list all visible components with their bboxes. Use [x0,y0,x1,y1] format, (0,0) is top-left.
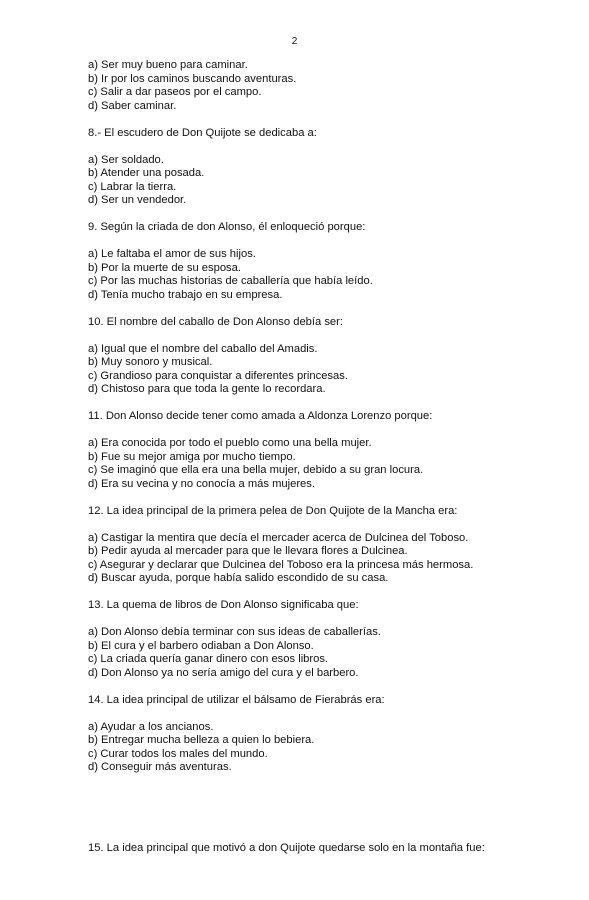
option-line: c) La criada quería ganar dinero con esos libros. [88,653,329,665]
option-line: c) Asegurar y declarar que Dulcinea del Toboso era la princesa más hermosa. [88,558,474,571]
question-10-options [88,343,558,397]
question-10-prompt: 10. El nombre del caballo de Don Alonso debía ser: [88,315,343,328]
option-line: a) Era conocida por todo el pueblo como una bella mujer. [88,437,372,449]
option-line: b) Fue su mejor amiga por mucho tiempo. [88,450,296,463]
option-line: b) Atender una posada. [88,167,205,179]
option-line: d) Ser un vendedor. [88,194,187,206]
option-line: d) Don Alonso ya no sería amigo del cura y el barbero. [88,666,359,679]
option-line: c) Se imaginó que ella era una bella mujer, debido a su gran locura. [88,464,424,476]
option-line: a) Ayudar a los ancianos. [88,720,214,733]
option-line: c) Por las muchas historias de caballería que había leído. [88,275,373,287]
question-11-options [88,437,558,491]
option-line: d) Era su vecina y no conocía a más mujeres. [88,477,315,490]
page-number: 2 [291,36,298,47]
option-line: d) Buscar ayuda, porque había salido escondido de su casa. [88,572,389,584]
option-line: d) Saber caminar. [88,99,177,112]
option-line: b) Pedir ayuda al mercader para que le llevara flores a Dulcinea. [88,545,408,557]
option-line: b) Ir por los caminos buscando aventuras. [88,72,297,85]
option-line: a) Castigar la mentira que decía el mercader acerca de Dulcinea del Toboso. [88,531,469,544]
option-line: a) Ser soldado. [88,153,164,166]
question-12-options [88,532,558,586]
option-line: d) Conseguir más aventuras. [88,761,232,773]
option-line: b) El cura y el barbero odiaban a Don Alonso. [88,639,314,652]
option-line: c) Salir a dar paseos por el campo. [88,86,262,98]
option-line: b) Entregar mucha belleza a quien lo bebiera. [88,734,315,746]
option-line: b) Muy sonoro y musical. [88,356,213,368]
questionnaire [88,59,558,869]
question-11-prompt: 11. Don Alonso decide tener como amada a Aldonza Lorenzo porque: [88,410,433,422]
question-14-prompt: 14. La idea principal de utilizar el bálsamo de Fierabrás era: [88,693,385,706]
question-13-prompt: 13. La quema de libros de Don Alonso significaba que: [88,599,359,611]
question-13-options [88,626,558,680]
option-line: b) Por la muerte de su esposa. [88,261,241,274]
option-line: a) Ser muy bueno para caminar. [88,59,248,71]
question-9-prompt: 9. Según la criada de don Alonso, él enloqueció porque: [88,221,366,233]
intro-options [88,59,558,113]
spacer [88,788,558,842]
option-line: c) Curar todos los males del mundo. [88,747,268,760]
option-line: a) Igual que el nombre del caballo del Amadis. [88,342,318,355]
option-line: c) Labrar la tierra. [88,180,177,193]
question-8-prompt: 8.- El escudero de Don Quijote se dedicaba a: [88,126,317,139]
question-9-options [88,248,558,302]
option-line: d) Tenía mucho trabajo en su empresa. [88,288,283,301]
option-line: d) Chistoso para que toda la gente lo recordara. [88,383,326,395]
option-line: c) Grandioso para conquistar a diferentes princesas. [88,369,348,382]
option-line: a) Don Alonso debía terminar con sus ideas de caballerías. [88,626,381,638]
question-15-prompt: 15. La idea principal que motivó a don Quijote quedarse solo en la montaña fue: [88,842,485,854]
question-12-prompt: 12. La idea principal de la primera pelea de Don Quijote de la Mancha era: [88,504,458,517]
question-14-options [88,721,558,775]
question-8-options [88,154,558,208]
option-line: a) Le faltaba el amor de sus hijos. [88,248,256,260]
